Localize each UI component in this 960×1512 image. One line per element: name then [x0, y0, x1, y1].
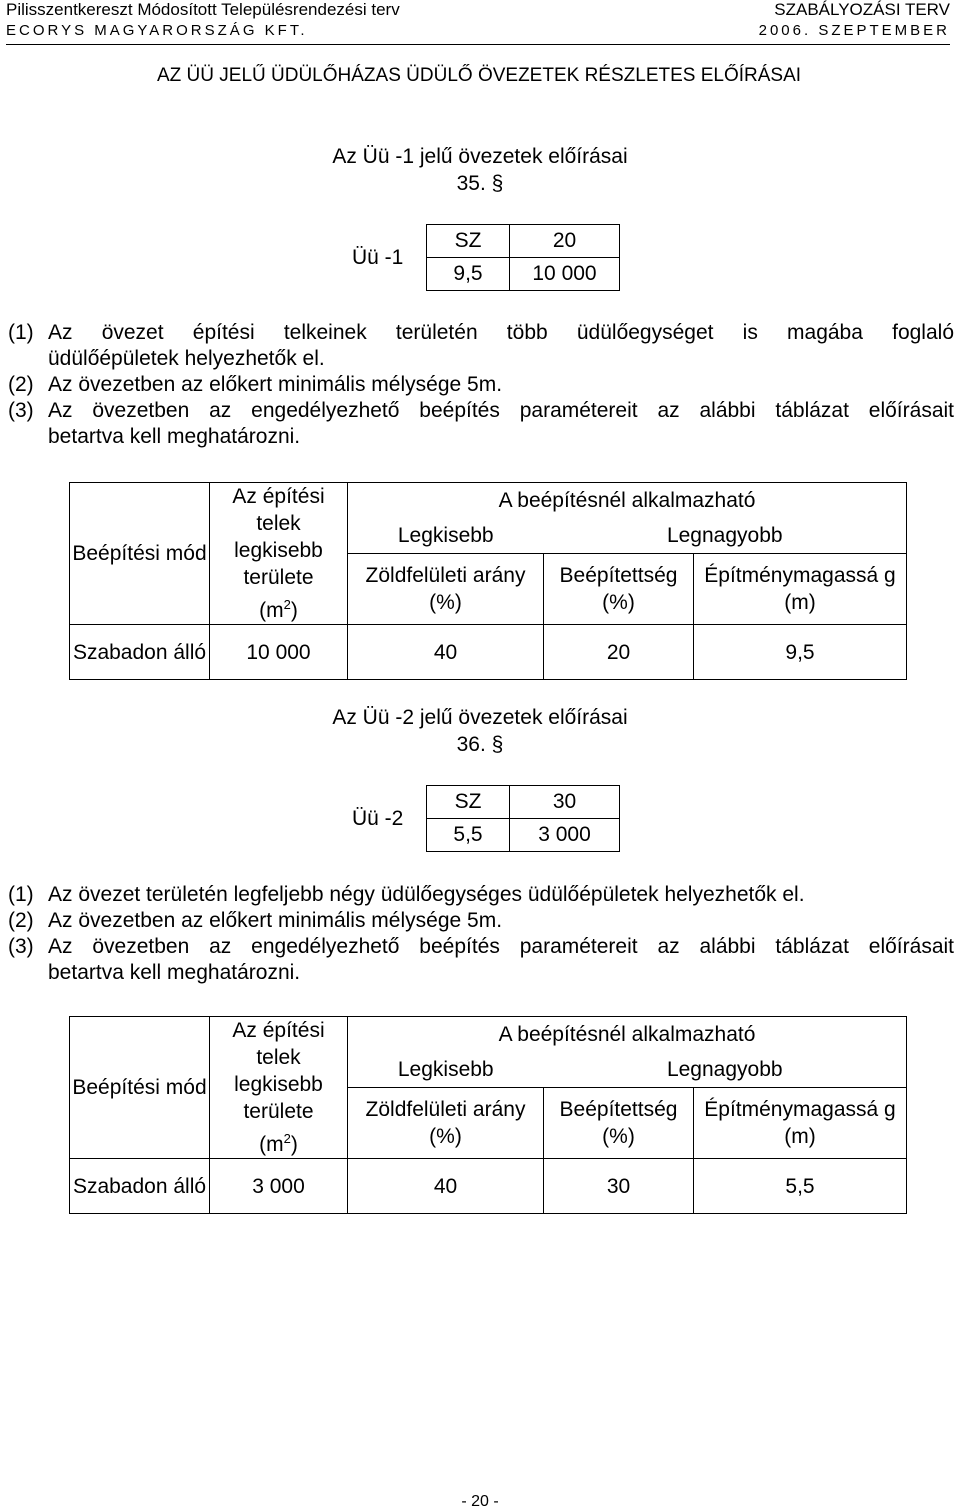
zone-2-rules: [8, 882, 954, 986]
table-cell: 5,5: [694, 1159, 907, 1214]
plot-area-header: Az építési telek legkisebb területe $(m^2)$: [210, 1017, 348, 1159]
min-header: Legkisebb: [348, 1052, 544, 1088]
section-sign-icon: §: [491, 733, 504, 756]
green-ratio-header: Zöldfelületi arány (%): [348, 554, 544, 625]
mode-header: Beépítési mód: [70, 1017, 210, 1159]
table-cell: 9,5: [694, 625, 907, 680]
rule-text: Az övezetben az engedélyezhető beépítés paramétereit az alábbi táblázat előírásait betartva kell meghatározni.: [48, 935, 954, 984]
list-item: (2) Az övezetben az előkert minimális mélysége 5m.: [8, 372, 954, 398]
rule-text: Az övezetben az előkert minimális mélysége 5m.: [48, 909, 503, 932]
zone-2-label: Üü -2: [352, 807, 404, 830]
height-header: Építménymagassá g (m): [694, 1088, 907, 1159]
header-divider: [6, 44, 950, 45]
height-header: Építménymagassá g (m): [694, 554, 907, 625]
max-header: Legnagyobb: [544, 518, 907, 554]
zone-2-parameter-table: [69, 1016, 907, 1214]
zone-1-box-cell: SZ: [427, 225, 510, 258]
coverage-header: Beépítettség (%): [544, 554, 694, 625]
list-item: (3) Az övezetben az engedélyezhető beépítés paramétereit az alábbi táblázat előírásait betartva kell meghatározni.: [8, 935, 954, 984]
company-name: ECORYS MAGYARORSZÁG KFT.: [6, 22, 308, 39]
zone-2-box-cell: 30: [510, 786, 620, 819]
green-ratio-header: Zöldfelületi arány (%): [348, 1088, 544, 1159]
mode-header: Beépítési mód: [70, 483, 210, 625]
zone-1-box-cell: 20: [510, 225, 620, 258]
rule-text: Az övezetben az előkert minimális mélysége 5m.: [48, 373, 503, 396]
zone-2-box-cell: 5,5: [427, 819, 510, 852]
zone-2-box-cell: 3 000: [510, 819, 620, 852]
list-item: (1) Az övezet építési telkeinek területén több üdülőegységet is magába foglaló üdülőépületek helyezhetők el.: [8, 321, 954, 370]
rule-text: Az övezet építési telkeinek területén több üdülőegységet is magába foglaló üdülőépületek helyezhetők el.: [48, 321, 954, 370]
zone-1-box-cell: 9,5: [427, 258, 510, 291]
table-cell: 30: [544, 1159, 694, 1214]
table-cell: 40: [348, 625, 544, 680]
table-cell: 40: [348, 1159, 544, 1214]
table-cell: Szabadon álló: [70, 1159, 210, 1214]
coverage-header: Beépítettség (%): [544, 1088, 694, 1159]
zone-1-paragraph-number: 35. §: [456, 172, 504, 195]
plot-area-header: Az építési telek legkisebb területe $(m^2)$: [210, 483, 348, 625]
zone-1-rules: [8, 320, 954, 450]
zone-2-box-cell: SZ: [427, 786, 510, 819]
document-title: Pilisszentkereszt Módosított Településrendezési terv: [6, 0, 400, 19]
zone-1-indicator-box: [426, 224, 620, 291]
plan-type: SZABÁLYOZÁSI TERV: [774, 0, 950, 19]
zone-2-indicator-box: [426, 785, 620, 852]
table-cell: 20: [544, 625, 694, 680]
section-sign-icon: §: [491, 172, 504, 195]
list-item: (1) Az övezet területén legfeljebb négy üdülőegységes üdülőépületek helyezhetők el.: [8, 882, 954, 908]
applicable-header: A beépítésnél alkalmazható: [348, 483, 907, 519]
zone-2-paragraph-number: 36. §: [456, 733, 504, 756]
zone-1-parameter-table: [69, 482, 907, 680]
table-cell: 3 000: [210, 1159, 348, 1214]
applicable-header: A beépítésnél alkalmazható: [348, 1017, 907, 1053]
table-cell: Szabadon álló: [70, 625, 210, 680]
document-date: 2006. SZEPTEMBER: [758, 22, 950, 39]
zone-1-label: Üü -1: [352, 246, 404, 269]
rule-text: Az övezet területén legfeljebb négy üdülőegységes üdülőépületek helyezhetők el.: [48, 883, 805, 906]
section-title: AZ ÜÜ JELŰ ÜDÜLŐHÁZAS ÜDÜLŐ ÖVEZETEK RÉSZLETES ELŐÍRÁSAI: [157, 65, 802, 86]
page-number: - 20 -: [461, 1493, 499, 1510]
table-cell: 10 000: [210, 625, 348, 680]
max-header: Legnagyobb: [544, 1052, 907, 1088]
rule-text: Az övezetben az engedélyezhető beépítés paramétereit az alábbi táblázat előírásait betartva kell meghatározni.: [48, 399, 954, 448]
zone-1-title: Az Üü -1 jelű övezetek előírásai: [332, 145, 628, 168]
zone-2-title: Az Üü -2 jelű övezetek előírásai: [332, 706, 628, 729]
running-header: [6, 0, 950, 20]
list-item: (2) Az övezetben az előkert minimális mélysége 5m.: [8, 908, 954, 934]
list-item: (3) Az övezetben az engedélyezhető beépítés paramétereit az alábbi táblázat előírásait betartva kell meghatározni.: [8, 399, 954, 448]
zone-1-box-cell: 10 000: [510, 258, 620, 291]
min-header: Legkisebb: [348, 518, 544, 554]
running-subheader: [6, 22, 950, 39]
